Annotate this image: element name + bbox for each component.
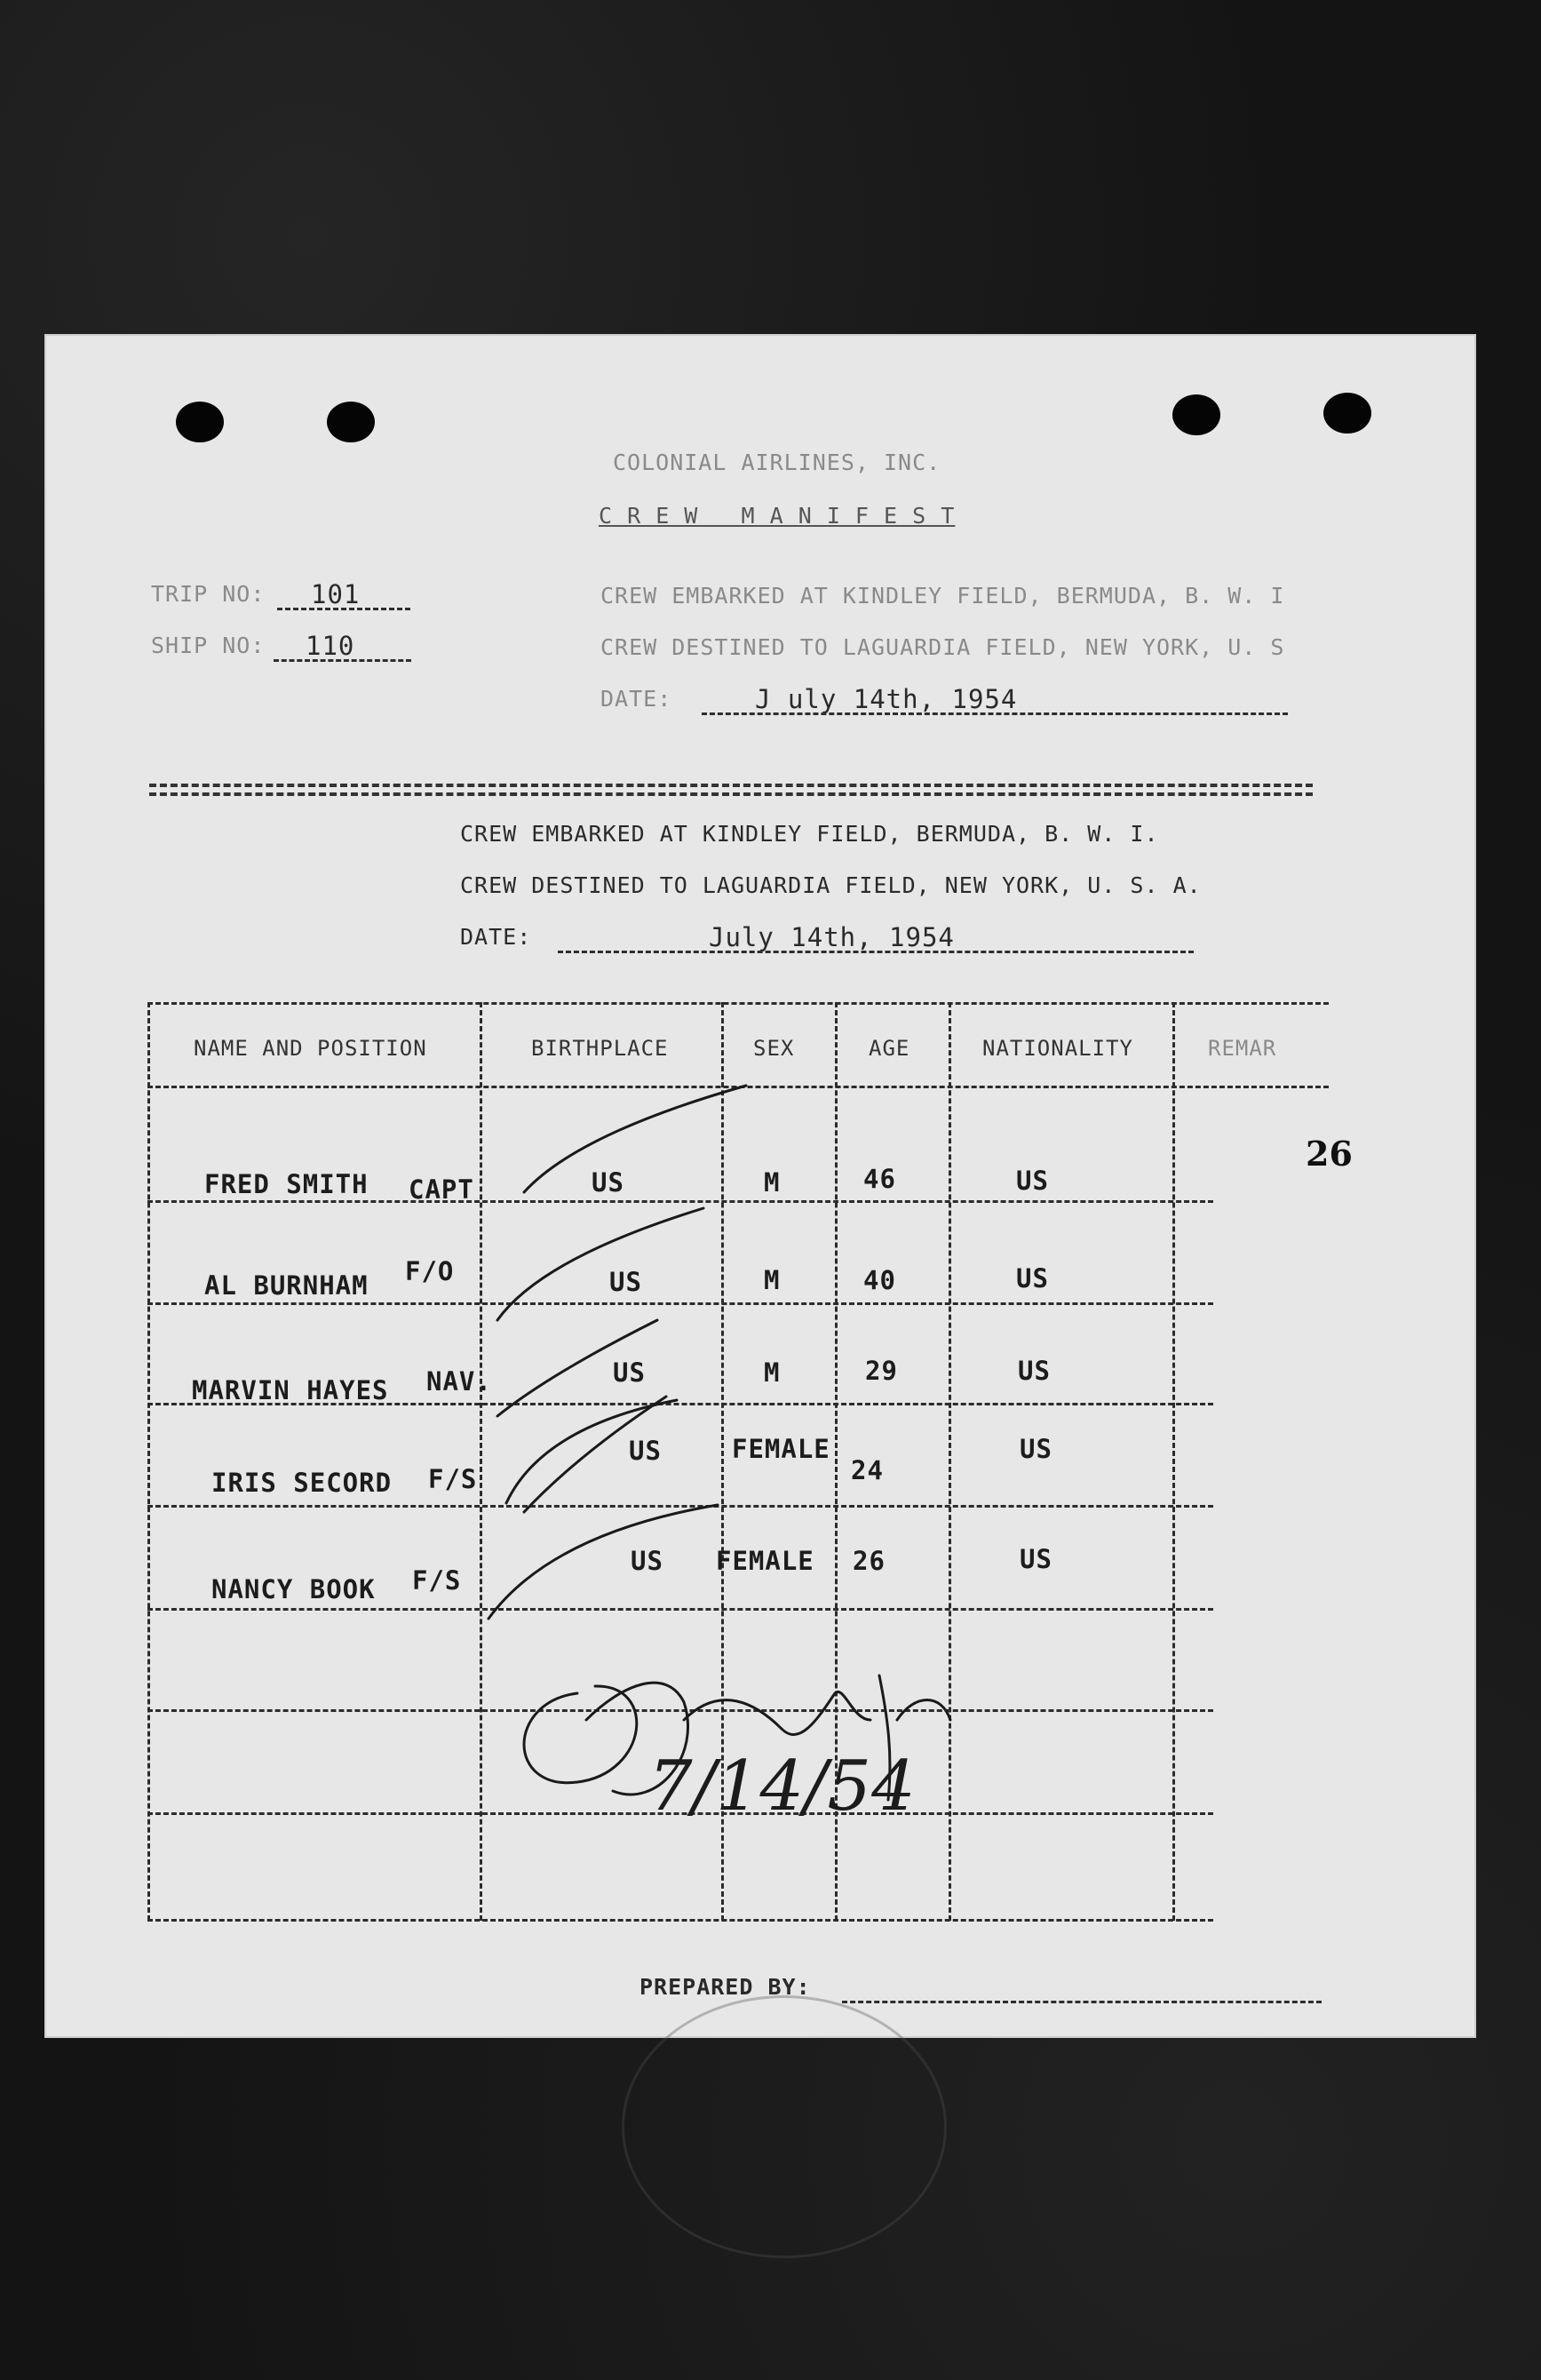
crew-name: NANCY BOOK bbox=[211, 1574, 376, 1604]
top-date-value: J uly 14th, 1954 bbox=[755, 684, 1018, 714]
crew-manifest-page bbox=[44, 334, 1476, 2038]
crew-nationality: US bbox=[1018, 1356, 1051, 1386]
company-name: COLONIAL AIRLINES, INC. bbox=[613, 450, 941, 475]
crew-position: F/S bbox=[412, 1565, 462, 1596]
crew-nationality: US bbox=[1016, 1166, 1049, 1196]
header-age: AGE bbox=[869, 1036, 910, 1061]
trip-number: 101 bbox=[311, 579, 361, 609]
ship-number: 110 bbox=[306, 631, 355, 661]
crew-position: CAPT bbox=[409, 1174, 474, 1205]
crew-birthplace: US bbox=[592, 1167, 624, 1198]
signature-date: 7/14/54 bbox=[648, 1747, 916, 1827]
top-destined-line: CREW DESTINED TO LAGUARDIA FIELD, NEW YORK, U. S bbox=[600, 634, 1285, 660]
crew-sex: M bbox=[764, 1265, 781, 1295]
crew-name: FRED SMITH bbox=[204, 1169, 369, 1199]
date-label: DATE: bbox=[460, 924, 532, 950]
header-remarks: REMAR bbox=[1208, 1036, 1277, 1061]
crew-nationality: US bbox=[1016, 1263, 1049, 1293]
header-name-position: NAME AND POSITION bbox=[194, 1036, 427, 1061]
crew-name: IRIS SECORD bbox=[211, 1468, 393, 1498]
crew-birthplace: US bbox=[629, 1436, 662, 1466]
document-title: C R E W M A N I F E S T bbox=[599, 503, 956, 529]
destined-line: CREW DESTINED TO LAGUARDIA FIELD, NEW YORK, U. S. A. bbox=[460, 872, 1202, 898]
crew-birthplace: US bbox=[631, 1546, 663, 1576]
crew-name: MARVIN HAYES bbox=[192, 1375, 389, 1405]
crew-age: 29 bbox=[865, 1356, 898, 1386]
ship-label: SHIP NO: bbox=[151, 633, 266, 658]
crew-age: 24 bbox=[851, 1455, 884, 1485]
crew-nationality: US bbox=[1020, 1434, 1052, 1464]
crew-sex: M bbox=[764, 1167, 781, 1198]
header-nationality: NATIONALITY bbox=[982, 1036, 1133, 1061]
crew-nationality: US bbox=[1020, 1544, 1052, 1574]
crew-position: F/S bbox=[428, 1464, 478, 1494]
crew-birthplace: US bbox=[609, 1267, 642, 1297]
crew-age: 26 bbox=[853, 1546, 886, 1576]
embarked-line: CREW EMBARKED AT KINDLEY FIELD, BERMUDA, B. W. I. bbox=[460, 821, 1159, 847]
stamp-seal bbox=[622, 1995, 947, 2258]
crew-sex: M bbox=[764, 1357, 781, 1388]
crew-birthplace: US bbox=[613, 1357, 646, 1388]
crew-name: AL BURNHAM bbox=[204, 1270, 369, 1301]
top-date-label: DATE: bbox=[600, 686, 672, 712]
crew-sex: FEMALE bbox=[716, 1546, 814, 1576]
crew-position: NAV. bbox=[426, 1366, 492, 1397]
crew-sex: FEMALE bbox=[732, 1434, 830, 1464]
crew-age: 40 bbox=[863, 1265, 896, 1295]
prepared-by-line bbox=[842, 2001, 1322, 2003]
header-birthplace: BIRTHPLACE bbox=[531, 1036, 669, 1061]
date-value: July 14th, 1954 bbox=[709, 922, 955, 952]
page-number: 26 bbox=[1306, 1134, 1353, 1174]
crew-age: 46 bbox=[863, 1164, 896, 1194]
top-embarked-line: CREW EMBARKED AT KINDLEY FIELD, BERMUDA, B. W. I bbox=[600, 583, 1285, 609]
header-sex: SEX bbox=[753, 1036, 795, 1061]
prepared-by-label: PREPARED BY: bbox=[639, 1974, 811, 2000]
crew-position: F/O bbox=[405, 1256, 455, 1286]
trip-label: TRIP NO: bbox=[151, 581, 266, 607]
